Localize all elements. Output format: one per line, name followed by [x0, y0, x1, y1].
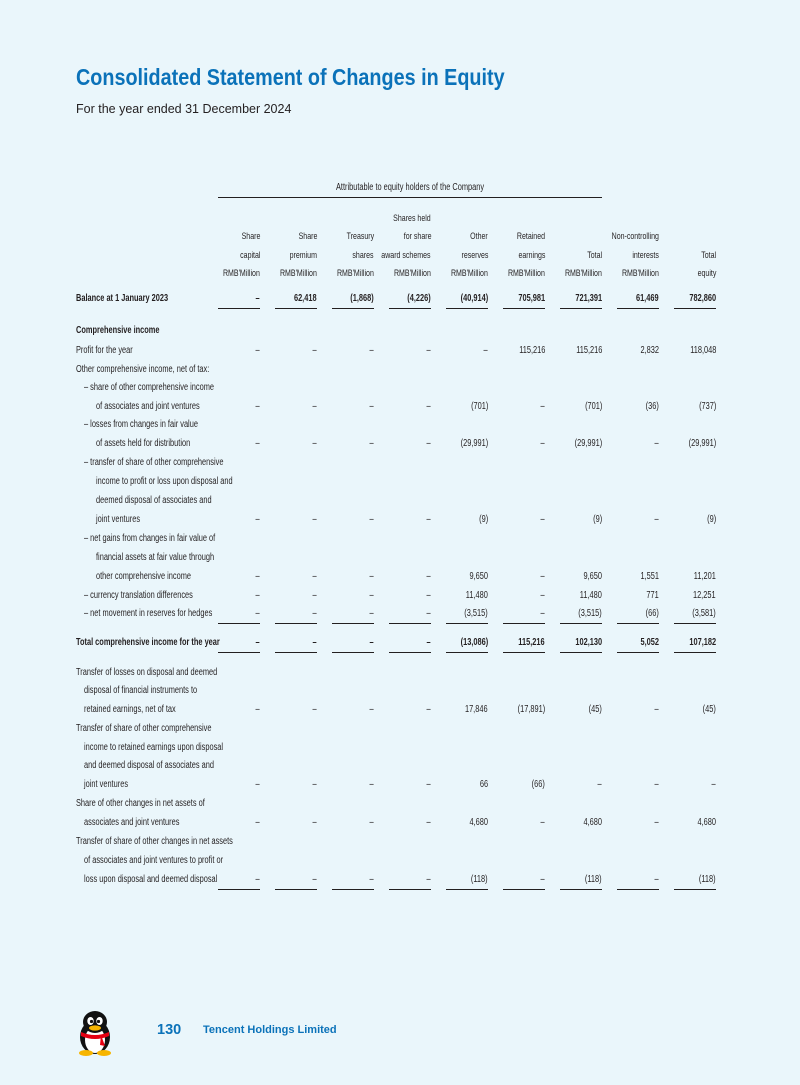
- table-cell: –: [255, 874, 260, 885]
- table-cell: –: [426, 345, 431, 356]
- table-cell: –: [426, 779, 431, 790]
- table-cell: –: [540, 571, 545, 582]
- table-cell: 4,680: [697, 817, 716, 828]
- cell-underline: [389, 889, 431, 890]
- column-header: Share: [298, 231, 317, 242]
- table-cell: –: [312, 779, 317, 790]
- cell-underline: [332, 308, 374, 309]
- column-header: for share: [403, 231, 431, 242]
- table-cell: –: [255, 817, 260, 828]
- column-header: Total: [587, 250, 602, 261]
- table-cell: –: [654, 514, 659, 525]
- table-cell: –: [426, 571, 431, 582]
- cell-underline: [446, 623, 488, 624]
- table-cell: –: [369, 608, 374, 619]
- group-header-rule: [218, 197, 602, 198]
- table-cell: –: [369, 438, 374, 449]
- column-header: Retained: [516, 231, 545, 242]
- table-cell: 5,052: [640, 637, 659, 648]
- table-cell: (9): [592, 514, 602, 525]
- table-cell: –: [540, 817, 545, 828]
- row-label: joint ventures: [96, 514, 141, 525]
- table-cell: (737): [698, 401, 716, 412]
- cell-underline: [560, 652, 602, 653]
- table-cell: 721,391: [575, 293, 602, 304]
- row-label: and deemed disposal of associates and: [84, 760, 215, 771]
- table-cell: 107,182: [689, 637, 716, 648]
- column-header: premium: [289, 250, 317, 261]
- row-label: joint ventures: [84, 779, 129, 790]
- table-cell: –: [654, 704, 659, 715]
- row-label: Comprehensive income: [76, 325, 160, 336]
- cell-underline: [389, 652, 431, 653]
- row-label: Share of other changes in net assets of: [76, 798, 205, 809]
- table-cell: (45): [588, 704, 602, 715]
- table-cell: 9,650: [583, 571, 602, 582]
- cell-underline: [560, 889, 602, 890]
- column-header: Treasury: [346, 231, 374, 242]
- table-cell: –: [426, 704, 431, 715]
- row-label: of assets held for distribution: [96, 438, 191, 449]
- table-cell: –: [312, 637, 317, 648]
- table-cell: –: [426, 817, 431, 828]
- table-cell: (9): [706, 514, 716, 525]
- table-cell: –: [369, 874, 374, 885]
- table-cell: (701): [584, 401, 602, 412]
- table-cell: –: [312, 608, 317, 619]
- row-label: Total comprehensive income for the year: [76, 637, 220, 648]
- column-header: Share: [241, 231, 260, 242]
- cell-underline: [332, 623, 374, 624]
- table-cell: 11,480: [579, 590, 602, 601]
- cell-underline: [275, 308, 317, 309]
- table-cell: (36): [645, 401, 659, 412]
- cell-underline: [560, 623, 602, 624]
- table-cell: (66): [645, 608, 659, 619]
- table-cell: –: [540, 514, 545, 525]
- table-cell: –: [426, 637, 431, 648]
- table-cell: –: [540, 401, 545, 412]
- row-label: of associates and joint ventures: [96, 401, 200, 412]
- column-header: RMB'Million: [508, 268, 545, 279]
- table-cell: –: [255, 590, 260, 601]
- table-cell: –: [369, 345, 374, 356]
- table-cell: 17,846: [465, 704, 488, 715]
- row-label: Transfer of share of other comprehensive: [76, 723, 212, 734]
- table-cell: 771: [646, 590, 659, 601]
- penguin-logo: [74, 1008, 116, 1056]
- table-cell: –: [654, 438, 659, 449]
- cell-underline: [218, 623, 260, 624]
- table-cell: (40,914): [460, 293, 488, 304]
- company-name: Tencent Holdings Limited: [203, 1024, 337, 1036]
- table-cell: –: [369, 590, 374, 601]
- cell-underline: [218, 652, 260, 653]
- cell-underline: [503, 623, 545, 624]
- table-cell: –: [255, 704, 260, 715]
- row-label: Other comprehensive income, net of tax:: [76, 364, 210, 375]
- table-cell: (3,515): [464, 608, 488, 619]
- table-cell: –: [540, 608, 545, 619]
- row-label: – losses from changes in fair value: [84, 419, 198, 430]
- table-cell: –: [255, 571, 260, 582]
- column-header: equity: [697, 268, 716, 279]
- cell-underline: [275, 652, 317, 653]
- table-cell: (701): [470, 401, 488, 412]
- table-cell: 66: [479, 779, 488, 790]
- table-cell: –: [426, 874, 431, 885]
- table-cell: –: [540, 438, 545, 449]
- row-label: – net movement in reserves for hedges: [84, 608, 213, 619]
- table-cell: –: [369, 514, 374, 525]
- table-cell: 115,216: [518, 345, 545, 356]
- table-cell: –: [540, 590, 545, 601]
- page-title: Consolidated Statement of Changes in Equity: [76, 64, 505, 90]
- table-cell: –: [255, 608, 260, 619]
- group-header: Attributable to equity holders of the Company: [335, 182, 485, 193]
- table-cell: (118): [699, 874, 716, 885]
- cell-underline: [560, 308, 602, 309]
- row-label: income to retained earnings upon disposal: [84, 742, 224, 753]
- table-cell: –: [483, 345, 488, 356]
- table-cell: –: [426, 608, 431, 619]
- column-header: RMB'Million: [280, 268, 317, 279]
- table-cell: (118): [585, 874, 602, 885]
- row-label: deemed disposal of associates and: [96, 495, 212, 506]
- column-header: RMB'Million: [622, 268, 659, 279]
- cell-underline: [389, 623, 431, 624]
- row-label: disposal of financial instruments to: [84, 685, 198, 696]
- table-cell: –: [711, 779, 716, 790]
- table-cell: (4,226): [407, 293, 431, 304]
- cell-underline: [446, 308, 488, 309]
- page-subtitle: For the year ended 31 December 2024: [76, 102, 292, 116]
- table-cell: (13,086): [460, 637, 488, 648]
- column-header: RMB'Million: [394, 268, 431, 279]
- table-cell: –: [312, 590, 317, 601]
- table-cell: (9): [478, 514, 488, 525]
- column-header: Total: [701, 250, 716, 261]
- row-label: associates and joint ventures: [84, 817, 180, 828]
- table-cell: –: [426, 590, 431, 601]
- table-cell: (3,581): [692, 608, 716, 619]
- cell-underline: [503, 889, 545, 890]
- column-header: interests: [632, 250, 659, 261]
- cell-underline: [446, 652, 488, 653]
- table-cell: –: [312, 571, 317, 582]
- column-header: award schemes: [381, 250, 431, 261]
- column-header: RMB'Million: [451, 268, 488, 279]
- table-cell: –: [369, 704, 374, 715]
- table-cell: 4,680: [469, 817, 488, 828]
- cell-underline: [617, 308, 659, 309]
- table-cell: –: [540, 874, 545, 885]
- table-cell: –: [312, 874, 317, 885]
- table-cell: 12,251: [693, 590, 716, 601]
- table-cell: –: [654, 817, 659, 828]
- table-cell: –: [426, 438, 431, 449]
- row-label: – currency translation differences: [84, 590, 193, 601]
- row-label: income to profit or loss upon disposal and: [96, 476, 233, 487]
- cell-underline: [275, 889, 317, 890]
- table-cell: –: [369, 571, 374, 582]
- table-cell: 61,469: [636, 293, 659, 304]
- table-cell: –: [426, 514, 431, 525]
- page-number: 130: [157, 1022, 182, 1038]
- row-label: retained earnings, net of tax: [84, 704, 176, 715]
- cell-underline: [674, 308, 716, 309]
- table-cell: –: [312, 345, 317, 356]
- table-cell: –: [255, 779, 260, 790]
- column-header: shares: [352, 250, 374, 261]
- column-header: reserves: [461, 250, 488, 261]
- table-cell: –: [369, 401, 374, 412]
- column-header: Non-controlling: [611, 231, 659, 242]
- table-cell: (3,515): [578, 608, 602, 619]
- table-cell: 9,650: [469, 571, 488, 582]
- table-cell: –: [369, 779, 374, 790]
- column-header: Other: [470, 231, 488, 242]
- table-cell: –: [312, 817, 317, 828]
- cell-underline: [674, 652, 716, 653]
- table-cell: –: [255, 637, 260, 648]
- column-header: Shares held: [393, 213, 431, 224]
- table-cell: (118): [471, 874, 488, 885]
- column-header: RMB'Million: [565, 268, 602, 279]
- row-label: Profit for the year: [76, 345, 133, 356]
- table-cell: 4,680: [583, 817, 602, 828]
- cell-underline: [389, 308, 431, 309]
- table-cell: 118,048: [689, 345, 716, 356]
- cell-underline: [617, 623, 659, 624]
- table-cell: 102,130: [575, 637, 602, 648]
- table-cell: –: [312, 514, 317, 525]
- table-cell: –: [597, 779, 602, 790]
- table-cell: –: [369, 817, 374, 828]
- table-cell: 2,832: [640, 345, 659, 356]
- table-cell: –: [255, 401, 260, 412]
- row-label: Balance at 1 January 2023: [76, 293, 169, 304]
- cell-underline: [503, 652, 545, 653]
- table-cell: –: [255, 438, 260, 449]
- row-label: – transfer of share of other comprehensive: [84, 457, 224, 468]
- table-cell: (29,991): [460, 438, 488, 449]
- table-cell: (66): [531, 779, 545, 790]
- cell-underline: [332, 652, 374, 653]
- table-cell: (29,991): [574, 438, 602, 449]
- cell-underline: [218, 308, 260, 309]
- row-label: Transfer of share of other changes in net assets: [76, 836, 233, 847]
- table-cell: –: [654, 874, 659, 885]
- table-cell: 1,551: [640, 571, 659, 582]
- row-label: loss upon disposal and deemed disposal: [84, 874, 218, 885]
- table-cell: 705,981: [518, 293, 545, 304]
- table-cell: –: [369, 637, 374, 648]
- cell-underline: [218, 889, 260, 890]
- column-header: earnings: [518, 250, 545, 261]
- cell-underline: [617, 652, 659, 653]
- table-cell: –: [312, 401, 317, 412]
- row-label: Transfer of losses on disposal and deemed: [76, 667, 218, 678]
- row-label: other comprehensive income: [96, 571, 192, 582]
- table-cell: –: [312, 438, 317, 449]
- table-cell: (29,991): [688, 438, 716, 449]
- table-cell: –: [255, 345, 260, 356]
- cell-underline: [674, 623, 716, 624]
- table-cell: 62,418: [294, 293, 317, 304]
- table-cell: 115,216: [575, 345, 602, 356]
- row-label: – net gains from changes in fair value of: [84, 533, 216, 544]
- table-cell: –: [654, 779, 659, 790]
- table-cell: 782,860: [689, 293, 716, 304]
- cell-underline: [617, 889, 659, 890]
- table-cell: 11,480: [465, 590, 488, 601]
- table-cell: –: [426, 401, 431, 412]
- column-header: RMB'Million: [337, 268, 374, 279]
- table-cell: 11,201: [693, 571, 716, 582]
- table-cell: 115,216: [518, 637, 545, 648]
- column-header: RMB'Million: [223, 268, 260, 279]
- cell-underline: [332, 889, 374, 890]
- table-cell: (1,868): [350, 293, 374, 304]
- table-cell: (17,891): [517, 704, 545, 715]
- cell-underline: [503, 308, 545, 309]
- cell-underline: [674, 889, 716, 890]
- column-header: capital: [239, 250, 260, 261]
- row-label: financial assets at fair value through: [96, 552, 215, 563]
- row-label: – share of other comprehensive income: [84, 382, 214, 393]
- table-cell: –: [255, 293, 260, 304]
- row-label: of associates and joint ventures to profit or: [84, 855, 224, 866]
- table-cell: (45): [702, 704, 716, 715]
- table-cell: –: [255, 514, 260, 525]
- table-cell: –: [312, 704, 317, 715]
- cell-underline: [446, 889, 488, 890]
- cell-underline: [275, 623, 317, 624]
